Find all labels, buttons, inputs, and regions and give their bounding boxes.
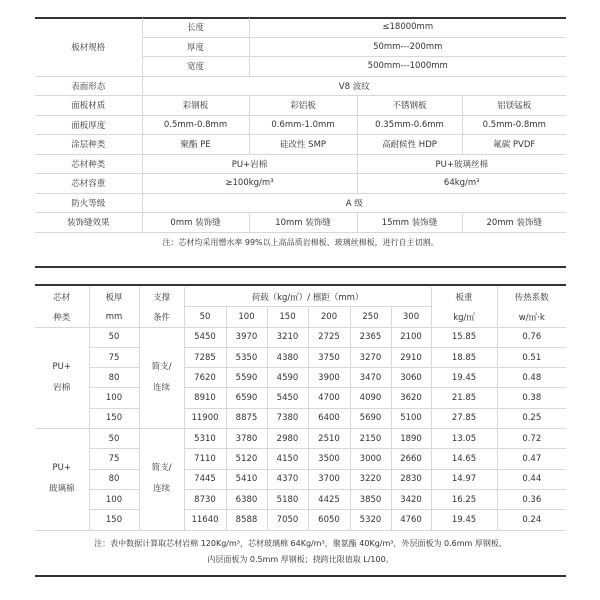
load-cell: 2365: [350, 327, 391, 347]
spec-cell: 0.5mm-0.8mm: [142, 115, 249, 135]
load-cell: 2830: [391, 469, 431, 489]
core-type-line: PU+: [52, 463, 71, 474]
spec-cell: 0mm 装饰缝: [142, 213, 249, 233]
load-cell: 4590: [267, 368, 308, 388]
load-cell: 5180: [267, 489, 308, 509]
weight-cell: 18.85: [431, 347, 497, 367]
heat-cell: 0.44: [497, 469, 566, 489]
header-span: 100: [226, 307, 267, 327]
load-cell: 5450: [267, 388, 308, 408]
core-type-line: 岩棉: [53, 382, 71, 393]
core-type-cell: [35, 429, 89, 530]
spec-label: 装饰缝效果: [35, 213, 142, 233]
spec-label: 涂层种类: [35, 135, 142, 155]
load-cell: 3700: [308, 469, 350, 489]
load-cell: 7445: [184, 469, 226, 489]
spec-cell: 10mm 装饰缝: [249, 213, 357, 233]
header-core: 芯材: [35, 287, 89, 307]
thickness-cell: 50: [89, 327, 139, 347]
spec-row-fire: [35, 193, 566, 213]
spec-cell: PU+岩棉: [142, 154, 357, 174]
table-row: [35, 327, 566, 347]
thickness-cell: 150: [89, 408, 139, 428]
spec-cell: 20mm 装饰缝: [462, 213, 566, 233]
core-type-line: 玻璃棉: [48, 484, 75, 495]
thickness-cell: 150: [89, 510, 139, 530]
load-note-row: [35, 530, 566, 573]
load-cell: 4380: [267, 347, 308, 367]
table-row: [35, 510, 566, 530]
header-thickness-unit: mm: [89, 307, 139, 327]
weight-cell: 19.45: [431, 368, 497, 388]
spec-cell: 彩钢板: [142, 96, 249, 116]
spec-row-core-density: [35, 174, 566, 194]
support-line: 连续: [152, 382, 170, 393]
header-support: 支撑: [139, 287, 184, 307]
header-load-title: 荷载（kg/㎡）/ 檩距（mm）: [184, 287, 431, 307]
load-cell: 11900: [184, 408, 226, 428]
load-cell: 5410: [226, 469, 267, 489]
load-cell: 5450: [184, 327, 226, 347]
header-weight-unit: kg/㎡: [431, 307, 497, 327]
thickness-cell: 75: [89, 347, 139, 367]
header-span: 150: [267, 307, 308, 327]
load-cell: 4425: [308, 489, 350, 509]
load-cell: 3500: [308, 449, 350, 469]
load-cell: 2660: [391, 449, 431, 469]
heat-cell: 0.76: [497, 327, 566, 347]
spec-value: A 级: [142, 193, 566, 213]
header-heat-unit: w/㎡·k: [497, 307, 566, 327]
spec-row-seam: [35, 213, 566, 233]
spec-cell: 彩铝板: [249, 96, 357, 116]
load-cell: 2510: [308, 429, 350, 449]
load-cell: 7620: [184, 368, 226, 388]
load-cell: 5100: [391, 408, 431, 428]
heat-cell: 0.25: [497, 408, 566, 428]
weight-cell: 19.45: [431, 510, 497, 530]
table-row: [35, 408, 566, 428]
thickness-cell: 100: [89, 388, 139, 408]
load-cell: 5120: [226, 449, 267, 469]
load-cell: 6400: [308, 408, 350, 428]
load-cell: 3060: [391, 368, 431, 388]
spec-table: [35, 18, 566, 253]
header-thickness: 板厚: [89, 287, 139, 307]
load-body: [35, 327, 566, 530]
load-cell: 6590: [226, 388, 267, 408]
spec-row-panel-material: [35, 96, 566, 116]
spec-value: 50mm---200mm: [249, 37, 566, 57]
spec-label: 芯材种类: [35, 154, 142, 174]
spec-cell: 0.6mm-1.0mm: [249, 115, 357, 135]
bottom-rule: [35, 575, 566, 577]
weight-cell: 21.85: [431, 388, 497, 408]
load-cell: 3970: [226, 327, 267, 347]
spec-cell: PU+玻璃丝棉: [357, 154, 566, 174]
spec-label: 面板材质: [35, 96, 142, 116]
header-weight: 板重: [431, 287, 497, 307]
load-cell: 4370: [267, 469, 308, 489]
spec-sublabel: 宽度: [142, 57, 249, 77]
table-row: [35, 449, 566, 469]
header-core-2: 种类: [35, 307, 89, 327]
spec-cell: 聚酯 PE: [142, 135, 249, 155]
load-table: [35, 287, 566, 573]
load-header-row: [35, 287, 566, 307]
load-top-rule: [35, 284, 566, 286]
load-cell: 3900: [308, 368, 350, 388]
load-cell: 4150: [267, 449, 308, 469]
weight-cell: 16.25: [431, 489, 497, 509]
load-header-row: [35, 307, 566, 327]
weight-cell: 27.85: [431, 408, 497, 428]
load-cell: 8910: [184, 388, 226, 408]
spec-cell: 硅改性 SMP: [249, 135, 357, 155]
load-cell: 3270: [350, 347, 391, 367]
weight-cell: 15.85: [431, 327, 497, 347]
spec-label: 防火等级: [35, 193, 142, 213]
thickness-cell: 50: [89, 429, 139, 449]
table-row: [35, 388, 566, 408]
heat-cell: 0.38: [497, 388, 566, 408]
header-heat: 传热系数: [514, 292, 549, 303]
load-cell: 3000: [350, 449, 391, 469]
load-cell: 2150: [350, 429, 391, 449]
header-span: 200: [308, 307, 350, 327]
spec-row-coating: [35, 135, 566, 155]
load-note-line-1: 注：表中数据计算取芯材岩棉 120Kg/m³，芯材玻璃棉 64Kg/m³，聚氨酯 40Kg/m³，外层面板为 0.6mm 厚钢板、: [94, 538, 507, 548]
load-cell: 3620: [391, 388, 431, 408]
core-type-line: PU+: [52, 361, 71, 372]
weight-cell: 14.65: [431, 449, 497, 469]
load-cell: 5590: [226, 368, 267, 388]
thickness-cell: 100: [89, 489, 139, 509]
table-row: [35, 368, 566, 388]
heat-cell: 0.47: [497, 449, 566, 469]
spec-cell: 铝镁锰板: [462, 96, 566, 116]
spec-cell: 0.35mm-0.6mm: [357, 115, 462, 135]
support-line: 连续: [152, 484, 170, 495]
load-cell: 5310: [184, 429, 226, 449]
spec-sublabel: 长度: [142, 18, 249, 37]
load-cell: 7380: [267, 408, 308, 428]
header-support-2: 条件: [139, 307, 184, 327]
support-line: 简支/: [151, 463, 172, 474]
thickness-cell: 80: [89, 368, 139, 388]
spec-value: 500mm---1000mm: [249, 57, 566, 77]
spec-row-core-type: [35, 154, 566, 174]
spec-cell: ≥100kg/m³: [142, 174, 357, 194]
load-cell: 1890: [391, 429, 431, 449]
load-cell: 3750: [308, 347, 350, 367]
spec-label: 板材规格: [35, 18, 142, 76]
middle-rule: [35, 266, 566, 268]
load-cell: 7110: [184, 449, 226, 469]
spec-cell: 氟碳 PVDF: [462, 135, 566, 155]
load-cell: 4090: [350, 388, 391, 408]
heat-cell: 0.72: [497, 429, 566, 449]
header-span: 300: [391, 307, 431, 327]
load-cell: 3420: [391, 489, 431, 509]
load-cell: 11640: [184, 510, 226, 530]
heat-cell: 0.48: [497, 368, 566, 388]
table-row: [35, 347, 566, 367]
support-cell: [139, 429, 184, 530]
load-cell: 3780: [226, 429, 267, 449]
spec-cell: 64kg/m³: [357, 174, 566, 194]
spec-note: 注：芯材均采用憎水率 99%以上高品质岩棉板、玻璃丝棉板，进行自主切割。: [162, 238, 439, 247]
load-cell: 2725: [308, 327, 350, 347]
thickness-cell: 80: [89, 469, 139, 489]
heat-cell: 0.51: [497, 347, 566, 367]
load-cell: 4760: [391, 510, 431, 530]
load-cell: 3470: [350, 368, 391, 388]
spec-row-surface: [35, 76, 566, 96]
spec-cell: 不锈钢板: [357, 96, 462, 116]
table-row: [35, 469, 566, 489]
load-cell: 8875: [226, 408, 267, 428]
load-cell: 8588: [226, 510, 267, 530]
load-cell: 5320: [350, 510, 391, 530]
core-type-cell: [35, 327, 89, 428]
table-row: [35, 489, 566, 509]
support-line: 简支/: [151, 361, 172, 372]
load-cell: 3850: [350, 489, 391, 509]
load-note: [35, 530, 566, 573]
load-cell: 5350: [226, 347, 267, 367]
spec-value: V8 波纹: [142, 76, 566, 96]
spec-sublabel: 厚度: [142, 37, 249, 57]
load-note-line-2: 内层面板为 0.5mm 厚钢板；挠跨比限值取 L/100。: [207, 554, 394, 564]
load-cell: 6380: [226, 489, 267, 509]
table-row: [35, 429, 566, 449]
weight-cell: 14.97: [431, 469, 497, 489]
spec-cell: 15mm 装饰缝: [357, 213, 462, 233]
heat-cell: 0.36: [497, 489, 566, 509]
spec-value: ≤18000mm: [249, 18, 566, 37]
load-cell: 2910: [391, 347, 431, 367]
load-cell: 7285: [184, 347, 226, 367]
spec-cell: 0.5mm-0.8mm: [462, 115, 566, 135]
load-cell: 4700: [308, 388, 350, 408]
load-cell: 5690: [350, 408, 391, 428]
load-cell: 2980: [267, 429, 308, 449]
header-span: 250: [350, 307, 391, 327]
thickness-cell: 75: [89, 449, 139, 469]
spec-label: 面板厚度: [35, 115, 142, 135]
weight-cell: 13.05: [431, 429, 497, 449]
spec-cell: 高耐候性 HDP: [357, 135, 462, 155]
load-cell: 2100: [391, 327, 431, 347]
spec-note-row: [35, 232, 566, 253]
header-span: 50: [184, 307, 226, 327]
load-cell: 7050: [267, 510, 308, 530]
spec-label: 表面形态: [35, 76, 142, 96]
heat-cell: 0.24: [497, 510, 566, 530]
spec-row-panel-thickness: [35, 115, 566, 135]
load-cell: 3210: [267, 327, 308, 347]
load-cell: 8730: [184, 489, 226, 509]
load-cell: 6050: [308, 510, 350, 530]
load-cell: 3220: [350, 469, 391, 489]
spec-label: 芯材容重: [35, 174, 142, 194]
spec-row-size: [35, 18, 566, 37]
support-cell: [139, 327, 184, 428]
